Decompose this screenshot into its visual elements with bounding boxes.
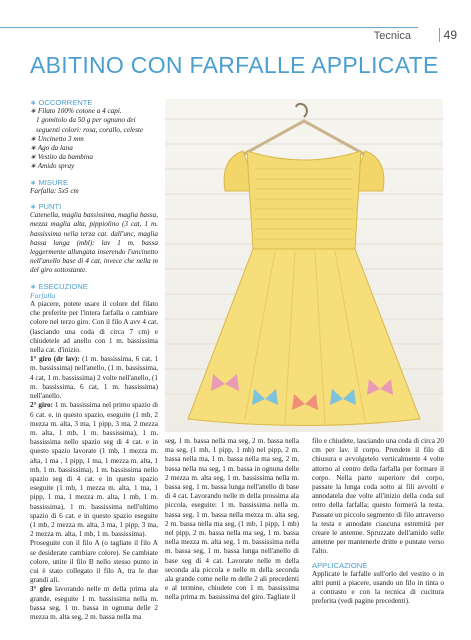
occorrente-item: ∗ Filato 100% cotone a 4 capi. <box>30 107 122 116</box>
applicazione-text: Applicate le farfalle sull'orlo del vestito o in altri punti a piacere, usando un filo in tinta o a contrasto e con la tecnica di cucitura preferita (vedi pagine precedenti). <box>312 569 444 606</box>
misure-text: Farfalla: 5x5 cm <box>30 186 79 195</box>
right-text: filo e chiudete, lasciando una coda di circa 20 cm per lav. il corpo. Prendete il filo di chiusura e avvolgetelo verticalmente 4 volte attorno al centro della farfalla per formare il corpo. Nella parte superiore del corpo, passate la lunga coda sotto ai fili avvolti e annodatela due volte all'inizio della coda sul retro della farfalla; questo formerà la testa. Passate un piccolo segmento di filo attraverso la testa e annodate ciascuna estremità per creare le antenne. Spruzzate dell'amido sulle antenne per mantenerle dritte e puntate verso l'alto. <box>312 437 444 556</box>
giro3-label: 3° giro <box>30 585 52 594</box>
misure-heading: ∗ MISURE <box>30 177 69 187</box>
giro2-label: 2° giro: <box>30 401 54 410</box>
giro2-text: 1 m. bassissima nel primo spazio di 6 cat. e, in questo spazio, eseguite (1 mb, 2 mezza m. alta, 3 ma, 1 pipp, 3 ma, 2 mezza m. alta, 1 mb, 1 m. bassissima), 1 m. bassissima nello spazio seg di 4 cat. e in questo spazio lavorate (1 mb, 1 mezza m. alta, 1 ma , 1 pipp, 1 ma, 1 mezza m. alta, 1 mb, 1 m. bassissima), 1 m. bassissima nello spazio seg di 4 cat. e in questo spazio eseguite (1 mb, 1 mezza m. alta, 1 ma, 1 pipp, 1 ma, 1 mezza m. alta, 1 mb, 1 m. bassissima), 1 m. bassissima nell'ultimo spazio di 6 cat. e in questo spazio eseguite (1 mb, 2 mezza m. alta, 3 ma, 1 pipp, 3 ma, 2 mezza m. alta, 1 mb, 1 m. bassissima). <box>30 401 158 539</box>
giro1-text: (1 m. bassissima, 6 cat, 1 m. bassissima) nell'anello, (1 m. bassissima, 4 cat, 1 m. bassissima) 2 volte nell'anello, (1 m. bassissima, 6 cat, 1 m. bassissima) nell'anello. <box>30 355 159 401</box>
occorrente-item: ∗ Uncinetto 3 mm <box>30 134 84 143</box>
giro1-label: 1° giro (dr lav): <box>30 355 80 364</box>
hanger-hook <box>296 104 307 117</box>
giro3-text: lavorando nelle m della prima ala grande, eseguite 1 m. bassissima nella m. bassa seg, 1 m. bassa in ognuna delle 2 mezza m. alta seg, 2 m. bassa nella ma <box>30 585 158 621</box>
occorrente-item: ∗ Amido spray <box>30 162 75 171</box>
occorrente-item: 1 gomitolo da 50 g per ognuno dei seguenti colori: rosa, corallo, celeste <box>36 116 144 134</box>
tail-paragraph: Proseguite con il filo A (o tagliate il filo A se desiderate cambiare colore). Se cambiate colore, unite il filo B nello stesso punto in cui è stato collegato il filo A, tra le due grandi ali. <box>30 539 158 585</box>
occorrente-item: ∗ Ago da lana <box>30 144 73 153</box>
punti-text: Catenella, maglia bassissima, maglia bassa, mezza maglia alta, pippiolino (3 cat, 1 m. bassissima nella terza cat. dall'unc, maglia bassa lunga (mbl): lav 1 m. bassa leggermente allungata inserendo l'uncinetto nell'anello base di 4 cat, invece che nella m del giro sottostante. <box>30 211 158 275</box>
header-rule <box>0 27 418 28</box>
page-number: 49 <box>439 28 457 42</box>
middle-text: seg, 1 m. bassa nella ma seg, 2 m. bassa nella ma seg, (1 mb, 1 pipp, 1 mb) nel pipp, 2 m. bassa nella ma, 1 m. bassa nella ma seg, 2 m. bassa nella ma seg, 1 m. bassa in ognuna delle 2 mezza m. alta seg, 1 m. bassissima nella m. bassa seg, 1 m. bassa lunga nell'anello di base di 4 cat. Lavorando nelle m della prossima ala piccola, eseguite: 1 m. bassissima nella m. bassa seg, 1 m. bassa nella mezza m. alta seg, 2 m. bassa nella ma seg, (1 mb, 1 pipp, 1 mb) nel pipp, 2 m. bassa nella ma seg, 1 m. bassa nella mezza m. alta seg, 1 m. bassissima nella m. bassa seg, 1 m. bassa lunga nell'anello di base seg di 4 cat. Lavorate nelle m della seconda ala piccola e nelle m della seconda ala grande come nelle m delle 2 ali precedenti e al termine, chiudete con 1 m. bassissima nella prima m. bassissima del giro. Tagliate il <box>165 437 299 602</box>
occorrente-item: ∗ Vestito da bambina <box>30 153 93 162</box>
giro2-paragraph <box>30 401 158 539</box>
esecuzione-heading: ∗ ESECUZIONE <box>30 281 88 291</box>
giro3-paragraph <box>30 585 158 622</box>
article-title: ABITINO CON FARFALLE APPLICATE <box>30 52 439 78</box>
section-name: Tecnica <box>373 30 411 42</box>
column-left <box>30 98 158 622</box>
farfalla-subheading: Farfalla <box>30 290 56 300</box>
applicazione-heading: APPLICAZIONE <box>312 560 368 570</box>
punti-heading: ∗ PUNTI <box>30 202 62 212</box>
giro1-paragraph <box>30 355 158 401</box>
column-middle <box>165 437 299 603</box>
dress-illustration <box>165 99 443 432</box>
dress-photo <box>165 99 443 432</box>
occorrente-heading: ∗ OCCORRENTE <box>30 98 93 107</box>
intro-paragraph: A piacere, potete usare il colore del filato che preferite per l'intera farfalla o cambiare colore nel terzo giro. Con il filo A avv 4 cat. (lasciando una coda di circa 7 cm) e chiudetele ad anello con 1 m. bassissima nella cat. d'inizio. <box>30 300 158 355</box>
column-right <box>312 437 444 607</box>
